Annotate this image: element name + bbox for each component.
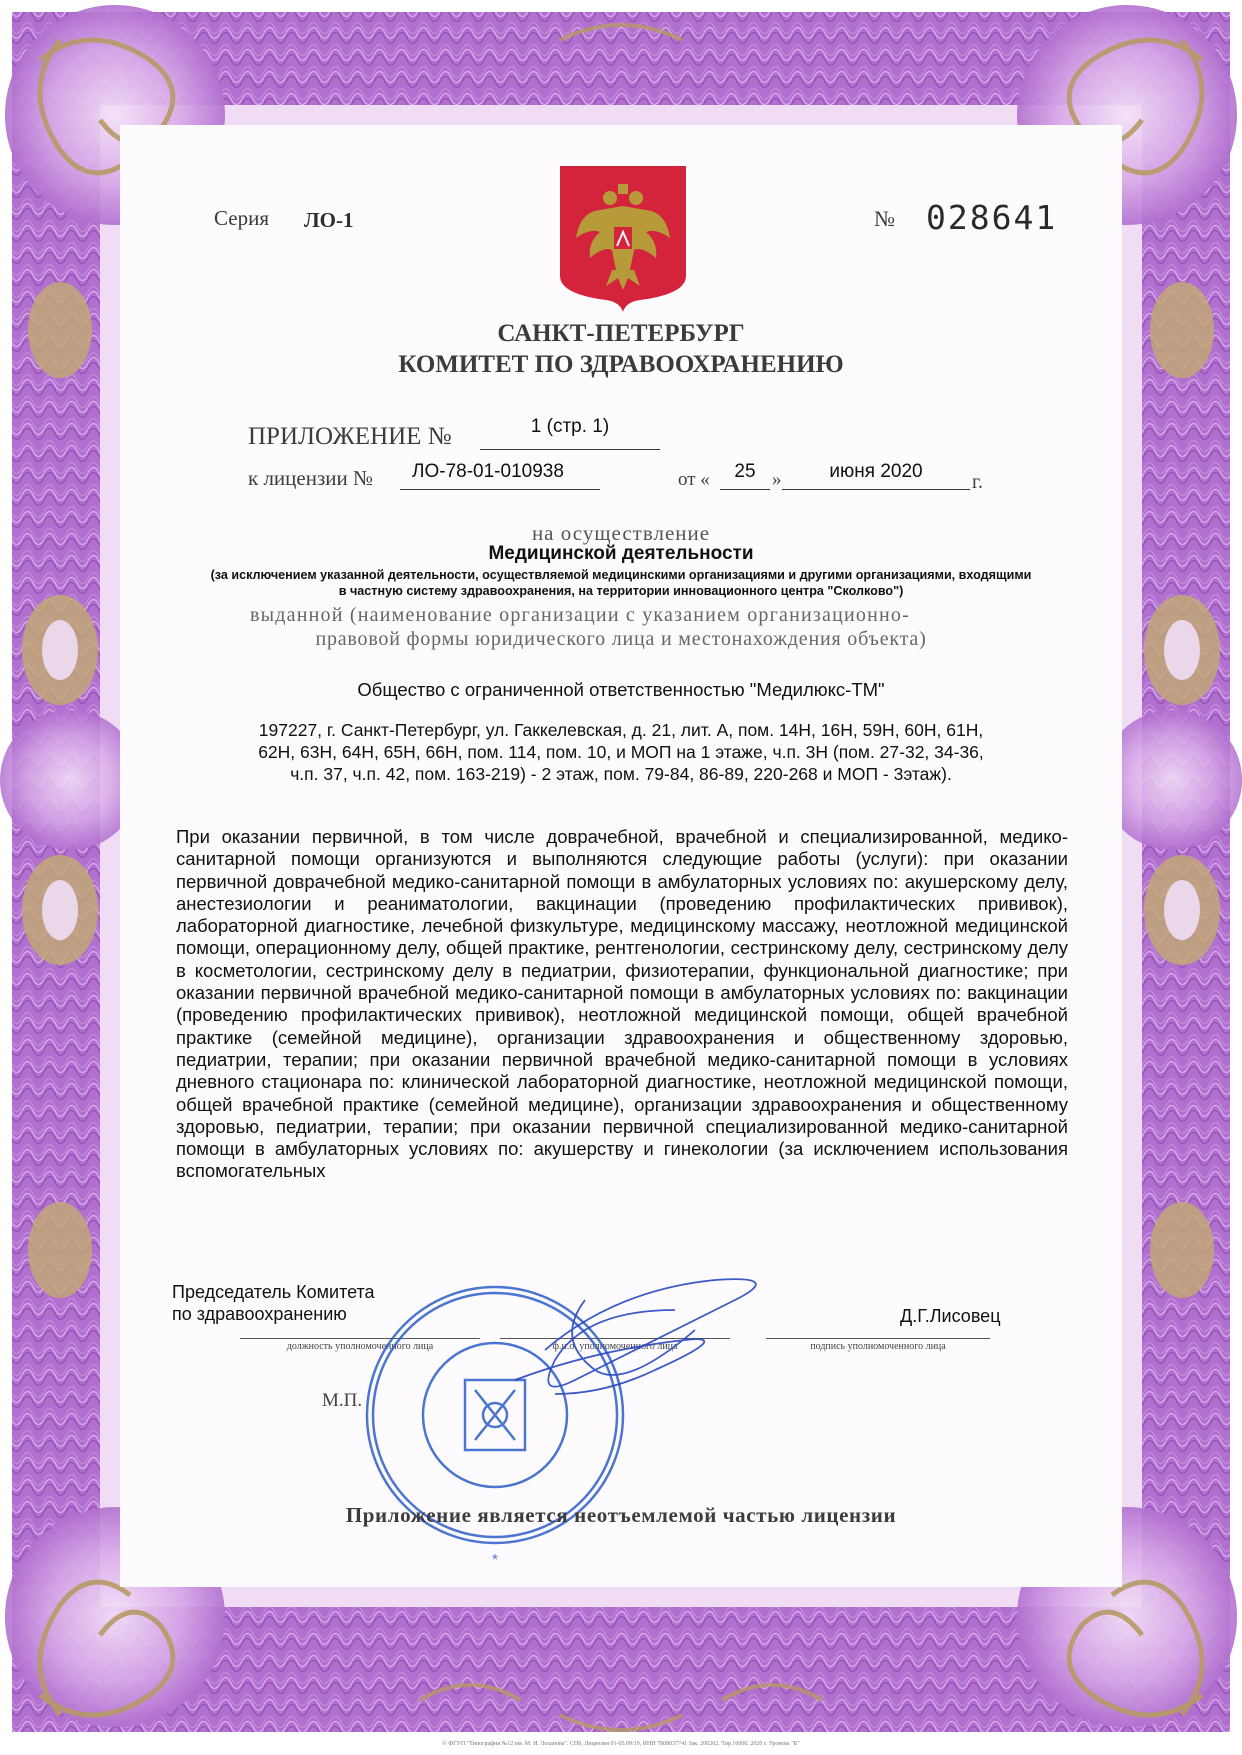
signer-name: Д.Г.Лисовец <box>900 1306 1001 1326</box>
signer-position-line: по здравоохранению <box>172 1304 347 1324</box>
address-line: 62Н, 63Н, 64Н, 65Н, 66Н, пом. 114, пом. 10, и МОП на 1 этаже, ч.п. 3Н (пом. 27-32, 34-36, <box>258 742 984 762</box>
caption-name: ф.и.о. уполномоченного лица <box>552 1341 678 1352</box>
stamp-star: * <box>491 1552 499 1569</box>
license-date-prefix: от « <box>678 469 710 490</box>
license-year-suffix: г. <box>972 471 983 493</box>
services-paragraph: При оказании первичной, в том числе доврачебной, врачебной и специализированной, медико-санитарной помощи организуются и выполняются следующие работы (услуги): при оказании первичной доврачебной медико-санитарной помощи в амбулаторных условиях по: акушерскому делу, анестезиологии и реаниматологии, вакцинации (проведению профилактических прививок), лабораторной диагностике, лечебной физкультуре, медицинскому массажу, неотложной медицинской помощи, операционному делу, общей практике, рентгенологии, сестринскому делу, сестринскому делу в косметологии, сестринскому делу в педиатрии, физиотерапии, функциональной диагностике; при оказании первичной врачебной медико-санитарной помощи в амбулаторных условиях по: вакцинации (проведению профилактических прививок), неотложной медицинской помощи, общей врачебной практике (семейной медицине), организации здравоохранения и общественному здоровью, педиатрии, терапии; при оказании первичной врачебной медико-санитарной помощи в условиях дневного стационара по: клинической лабораторной диагностике, неотложной медицинской помощи, общей врачебной практике (семейной медицине), организации здравоохранения и общественному здоровью, педиатрии, терапии; при оказании первичной специализированной медико-санитарной помощи в амбулаторных условиях по: акушерству и гинекологии (за исключением использования вспомогательных <box>176 826 1068 1182</box>
coat-of-arms-icon <box>560 166 686 312</box>
license-label: к лицензии № <box>248 466 374 490</box>
activity-name: Медицинской деятельности <box>488 543 754 564</box>
issued-line1: выданной (наименование организации с указанием организационно- <box>250 604 910 626</box>
caption-position: должность уполномоченного лица <box>286 1341 434 1352</box>
stamp-place-label: М.П. <box>322 1390 363 1411</box>
caption-signature: подпись уполномоченного лица <box>810 1341 946 1352</box>
activity-note-line2: в частную систему здравоохранения, на территории инновационного центра "Сколково") <box>338 584 904 598</box>
appendix-label: ПРИЛОЖЕНИЕ № <box>248 423 452 450</box>
organization-name: Общество с ограниченной ответственностью "Медилюкс-ТМ" <box>357 679 885 700</box>
series-label: Серия <box>214 206 269 230</box>
license-month-underline <box>782 489 970 490</box>
appendix-underline <box>480 449 660 450</box>
license-month-year: июня 2020 <box>829 461 923 482</box>
signer-position-line: Председатель Комитета <box>172 1282 375 1302</box>
number-label: № <box>874 206 895 231</box>
license-form-number: 028641 <box>926 198 1058 237</box>
printer-imprint: © ФГУП "Типография №12 им. М. И. Лоханова". СПб, Лицензия 01-05.09/19, ИНН 7808037741 Зак. 200202. Тир.10000. 2020 г. Уровень "Б" <box>442 1741 800 1747</box>
license-day-underline <box>720 489 770 490</box>
series-value: ЛО-1 <box>304 208 354 232</box>
activity-note-line1: (за исключением указанной деятельности, осуществляемой медицинскими организациями и другими организациями, входящими <box>210 568 1032 582</box>
license-number-underline <box>400 489 600 490</box>
issued-line2: правовой формы юридического лица и местонахождения объекта) <box>315 628 927 650</box>
license-date-mid: » <box>772 469 782 490</box>
footer-note: Приложение является неотъемлемой частью лицензии <box>345 1503 897 1527</box>
organization-address <box>180 719 1062 785</box>
authority-committee: КОМИТЕТ ПО ЗДРАВООХРАНЕНИЮ <box>398 351 844 378</box>
license-number: ЛО-78-01-010938 <box>412 461 564 482</box>
activity-intro: на осуществление <box>531 521 711 545</box>
appendix-number: 1 (стр. 1) <box>530 416 610 437</box>
authority-city: САНКТ-ПЕТЕРБУРГ <box>497 320 745 347</box>
address-line: ч.п. 37, ч.п. 42, пом. 163-219) - 2 этаж, пом. 79-84, 86-89, 220-268 и МОП - 3этаж). <box>290 764 952 784</box>
address-line: 197227, г. Санкт-Петербург, ул. Гаккелевская, д. 21, лит. А, пом. 14Н, 16Н, 59Н, 60Н, 61Н, <box>258 720 984 740</box>
license-day: 25 <box>734 461 756 482</box>
signer-position <box>172 1281 375 1325</box>
